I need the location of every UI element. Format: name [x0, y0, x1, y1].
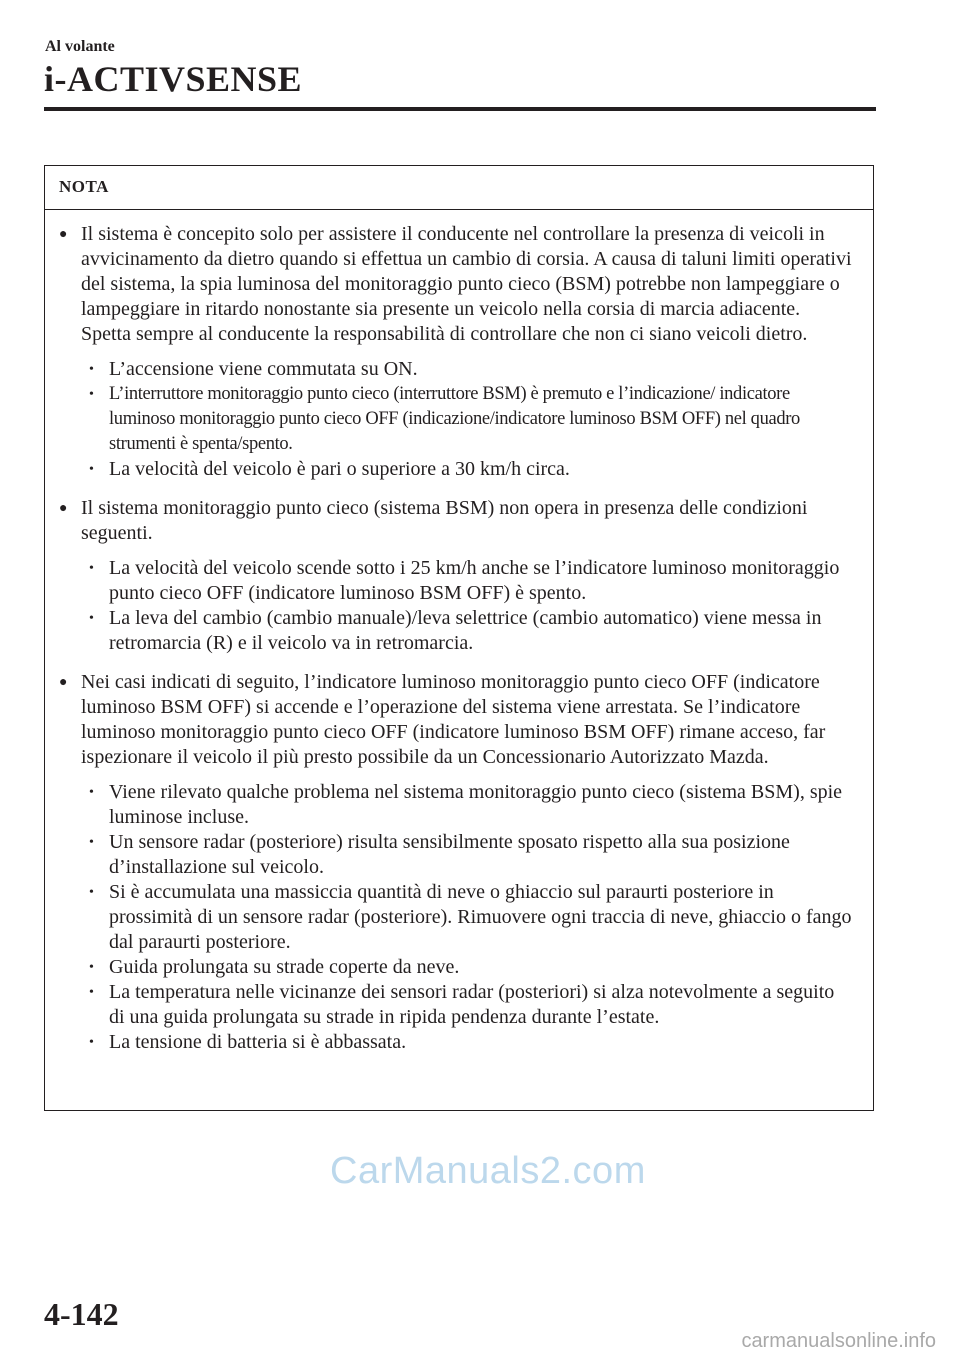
page-number: 4-142 — [44, 1296, 119, 1332]
list-item — [59, 880, 853, 955]
footer-url: carmanualsonline.info — [741, 1330, 936, 1352]
bullet-dot-icon: ● — [59, 675, 68, 690]
bullet-icon: • — [89, 885, 94, 900]
list-item — [59, 606, 853, 656]
list-item — [59, 382, 853, 457]
bullet-dot-icon: ● — [59, 227, 68, 242]
list-item-text: Viene rilevato qualche problema nel sistema monitoraggio punto cieco (sistema BSM), spie luminose incluse. — [109, 781, 843, 828]
watermark-logo: CarManuals2.com — [330, 1150, 646, 1192]
bullet-icon: • — [89, 1035, 94, 1050]
list-item-text: Guida prolungata su strade coperte da neve. — [109, 956, 460, 978]
bullet-icon: • — [89, 785, 94, 800]
list-item — [59, 357, 853, 382]
condition-list — [59, 357, 853, 482]
list-item-text: La velocità del veicolo è pari o superiore a 30 km/h circa. — [109, 458, 570, 480]
bullet-icon: • — [89, 362, 94, 377]
note-paragraph — [59, 496, 853, 546]
list-item-text: L’interruttore monitoraggio punto cieco (interruttore BSM) è premuto e l’indicazione/ indicatore luminoso monitoraggio punto cieco OFF (indicazione/indicatore luminoso BSM OFF) nel quadro strumenti è spenta/spento. — [109, 384, 800, 454]
note-paragraph — [59, 222, 853, 347]
bullet-icon: • — [89, 960, 94, 975]
list-item-text: Si è accumulata una massiccia quantità di neve o ghiaccio sul paraurti posteriore in prossimità di un sensore radar (posteriore). Rimuovere ogni traccia di neve, ghiaccio o fango dal paraurti posteriore. — [109, 881, 852, 953]
note-heading: NOTA — [45, 166, 873, 210]
bullet-icon: • — [89, 611, 94, 626]
list-item — [59, 556, 853, 606]
condition-list — [59, 780, 853, 1055]
paragraph-text: Il sistema è concepito solo per assistere il conducente nel controllare la presenza di veicoli in avvicinamento da dietro quando si effettua un cambio di corsia. A causa di taluni limiti operativi del sistema, la spia luminosa del monitoraggio punto cieco (BSM) potrebbe non lampeggiare o lampeggiare in ritardo nonostante sia presente un veicolo nella corsia di marcia adiacente. Spetta sempre al conducente la responsabilità di controllare che non ci siano veicoli dietro. — [81, 223, 852, 345]
bullet-icon: • — [89, 561, 94, 576]
bullet-icon: • — [89, 387, 94, 402]
note-body — [45, 210, 873, 1055]
list-item — [59, 980, 853, 1030]
list-item-text: La tensione di batteria si è abbassata. — [109, 1031, 407, 1053]
list-item-text: La leva del cambio (cambio manuale)/leva selettrice (cambio automatico) viene messa in retromarcia (R) e il veicolo va in retromarcia. — [109, 607, 822, 654]
paragraph-text: Nei casi indicati di seguito, l’indicatore luminoso monitoraggio punto cieco OFF (indicatore luminoso BSM OFF) si accende e l’operazione del sistema viene arrestata. Se l’indicatore luminoso monitoraggio punto cieco OFF (indicatore luminoso BSM OFF) rimane acceso, far ispezionare il veicolo il più presto possibile da un Concessionario Autorizzato Mazda. — [81, 671, 826, 768]
note-box — [44, 165, 874, 1111]
page-title: i-ACTIVSENSE — [44, 59, 303, 99]
list-item — [59, 830, 853, 880]
section-label: Al volante — [45, 38, 115, 55]
paragraph-text: Il sistema monitoraggio punto cieco (sistema BSM) non opera in presenza delle condizioni seguenti. — [81, 497, 808, 544]
bullet-icon: • — [89, 462, 94, 477]
bullet-dot-icon: ● — [59, 501, 68, 516]
header-divider — [44, 107, 876, 111]
bullet-icon: • — [89, 985, 94, 1000]
list-item-text: La velocità del veicolo scende sotto i 25 km/h anche se l’indicatore luminoso monitoraggio punto cieco OFF (indicatore luminoso BSM OFF) è spento. — [109, 557, 840, 604]
note-paragraph — [59, 670, 853, 770]
list-item-text: Un sensore radar (posteriore) risulta sensibilmente sposato rispetto alla sua posizione d’installazione sul veicolo. — [109, 831, 790, 878]
bullet-icon: • — [89, 835, 94, 850]
list-item — [59, 780, 853, 830]
condition-list — [59, 556, 853, 656]
list-item-text: La temperatura nelle vicinanze dei sensori radar (posteriori) si alza notevolmente a seguito di una guida prolungata su strade in ripida pendenza durante l’estate. — [109, 981, 835, 1028]
list-item — [59, 1030, 853, 1055]
list-item — [59, 955, 853, 980]
list-item-text: L’accensione viene commutata su ON. — [109, 358, 418, 380]
list-item — [59, 457, 853, 482]
